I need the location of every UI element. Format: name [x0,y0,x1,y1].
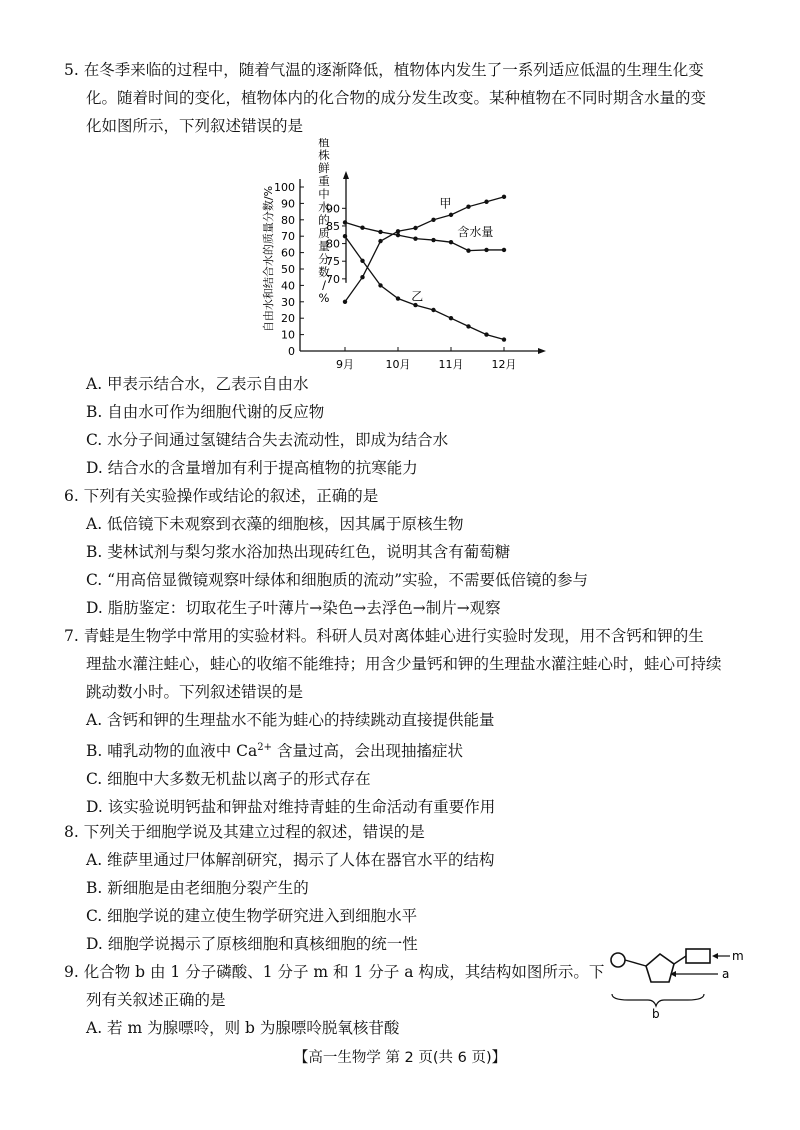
base-bond [674,956,686,964]
q8-option-b: B. 新细胞是由老细胞分裂产生的 [86,879,309,897]
q7-option-b [64,734,744,765]
q6-option-c: C. “用高倍显微镜观察叶绿体和细胞质的流动”实验，不需要低倍镜的参与 [86,571,589,589]
data-point-含水量 [449,240,453,244]
x-tick-label: 10月 [385,358,411,371]
q7-stem-line-2: 理盐水灌注蛙心，蛙心的收缩不能维持；用含少量钙和钾的生理盐水灌注蛙心时，蛙心可持续 [86,655,722,673]
left-tick-label: 40 [281,279,295,293]
x-tick-label: 11月 [438,358,464,371]
phosphate-circle [611,953,625,967]
data-point-含水量 [360,226,364,230]
data-point-含水量 [502,248,506,252]
q5-stem-line-1: 5. 在冬季来临的过程中，随着气温的逐渐降低，植物体内发生了一系列适应低温的生理生化变 [64,61,704,79]
series-label-water: 含水量 [457,224,494,239]
data-point-乙 [360,259,364,263]
data-point-乙 [502,337,506,341]
question-9 [64,958,624,1042]
inner-tick-label: 85 [326,219,340,233]
q8-stem: 8. 下列关于细胞学说及其建立过程的叙述，错误的是 [64,823,425,841]
q7-option-b-post: 含量过高，会出现抽搐症状 [272,742,463,761]
left-tick-label: 60 [281,246,295,260]
data-point-乙 [378,283,382,287]
q6-option-b: B. 斐林试剂与梨匀浆水浴加热出现砖红色，说明其含有葡萄糖 [86,543,511,561]
right-axis-label-char: 数 [318,265,330,279]
label-m: m [732,949,744,963]
question-7 [64,622,744,821]
q5-option-a: A. 甲表示结合水，乙表示自由水 [86,375,309,393]
q7-stem-line-3: 跳动数小时。下列叙述错误的是 [86,683,304,701]
q5-options [64,370,744,482]
inner-tick-label: 90 [326,202,340,216]
inner-tick-label: 80 [326,237,340,251]
data-point-乙 [343,234,347,238]
left-tick-label: 0 [288,345,295,358]
right-axis-label-char: 质 [318,226,330,240]
brace-b [612,994,704,1006]
inner-tick-label: 70 [326,272,340,286]
data-point-含水量 [343,220,347,224]
left-tick-label: 100 [274,181,295,194]
data-point-甲 [396,229,400,233]
data-point-甲 [466,204,470,208]
inner-y-axis-arrow [343,171,349,179]
series-line-乙 [345,236,504,339]
right-axis-label-char: 鲜 [318,161,330,175]
q9-stem-line-2: 列有关叙述正确的是 [86,991,226,1009]
left-tick-label: 30 [281,295,295,309]
q6-option-a: A. 低倍镜下未观察到衣藻的细胞核，因其属于原核生物 [86,515,464,533]
base-rect [686,949,710,963]
data-point-乙 [449,316,453,320]
data-point-含水量 [396,233,400,237]
data-point-乙 [431,308,435,312]
question-5 [64,56,744,140]
left-tick-label: 70 [281,230,295,244]
right-axis-label-char: 量 [318,239,330,253]
data-point-甲 [431,218,435,222]
pentose-pentagon [646,954,674,982]
right-axis-label-char: 分 [318,252,330,266]
right-axis-label-char: 植 [318,138,330,149]
series-line-甲 [345,197,504,302]
right-axis-label-char: 的 [318,213,330,227]
data-point-甲 [378,239,382,243]
data-point-甲 [502,195,506,199]
data-point-甲 [343,300,347,304]
q9-option-a: A. 若 m 为腺嘌呤，则 b 为腺嘌呤脱氧核苷酸 [86,1019,400,1037]
data-point-含水量 [431,238,435,242]
data-point-乙 [466,324,470,328]
label-b: b [652,1007,660,1021]
right-axis-label-char: 中 [318,187,330,201]
right-axis-label-char: / [322,278,326,292]
q6-stem: 6. 下列有关实验操作或结论的叙述，正确的是 [64,487,379,505]
right-axis-label-char: 重 [318,174,330,188]
x-tick-label: 9月 [336,358,354,371]
data-point-甲 [449,213,453,217]
right-axis-label-char: % [318,291,330,305]
q7-option-d: D. 该实验说明钙盐和钾盐对维持青蛙的生命活动有重要作用 [86,798,496,817]
q7-stem-line-1: 7. 青蛙是生物学中常用的实验材料。科研人员对离体蛙心进行实验时发现，用不含钙和钾的生 [64,627,704,645]
q7-option-c: C. 细胞中大多数无机盐以离子的形式存在 [86,770,371,789]
page-footer: 【高一生物学 第 2 页(共 6 页)】 [293,1050,507,1066]
q9-stem-line-1: 9. 化合物 b 由 1 分子磷酸、1 分子 m 和 1 分子 a 构成，其结构如图所示。下 [64,963,605,981]
right-axis-label-char: 株 [318,148,330,162]
data-point-乙 [484,332,488,336]
left-tick-label: 10 [281,328,295,342]
data-point-甲 [360,275,364,279]
q6-option-d: D. 脂肪鉴定：切取花生子叶薄片→染色→去浮色→制片→观察 [86,599,501,617]
q8-option-c: C. 细胞学说的建立使生物学研究进入到细胞水平 [86,907,418,925]
left-tick-label: 50 [281,263,295,276]
x-axis-arrow [538,348,546,354]
chart-svg [250,138,560,373]
data-point-甲 [413,226,417,230]
data-point-甲 [484,200,488,204]
left-tick-label: 90 [281,197,295,211]
nucleotide-structure-diagram [608,942,748,1022]
data-point-乙 [396,296,400,300]
q7-option-b-pre: B. 哺乳动物的血液中 Ca [86,742,258,761]
q8-option-d: D. 细胞学说揭示了原核细胞和真核细胞的统一性 [86,935,418,953]
q5-option-c: C. 水分子间通过氢键结合失去流动性，即成为结合水 [86,431,449,449]
x-tick-label: 12月 [491,358,517,371]
q5-stem-line-2: 化。随着时间的变化，植物体内的化合物的成分发生改变。某种植物在不同时期含水量的变 [86,89,707,107]
question-6 [64,482,744,622]
data-point-含水量 [378,230,382,234]
series-label-yi: 乙 [411,289,424,304]
data-point-含水量 [484,248,488,252]
question-8 [64,818,744,958]
data-point-含水量 [413,236,417,240]
left-tick-label: 80 [281,213,295,227]
inner-tick-label: 75 [326,255,340,269]
q5-option-d: D. 结合水的含量增加有利于提高植物的抗寒能力 [86,459,418,477]
right-axis-label-char: 水 [318,200,330,214]
q7-option-b-charge: 2+ [257,742,273,753]
q7-option-a: A. 含钙和钾的生理盐水不能为蛙心的持续跳动直接提供能量 [86,711,495,729]
q5-stem-line-3: 化如图所示，下列叙述错误的是 [86,117,304,135]
water-content-chart [250,138,560,373]
left-tick-label: 20 [281,312,295,326]
label-a: a [722,967,730,981]
q5-option-b: B. 自由水可作为细胞代谢的反应物 [86,403,325,421]
arrow-m-head [712,953,718,959]
left-axis-label: 自由水和结合水的质量分数/% [262,185,275,333]
data-point-乙 [413,303,417,307]
q8-option-a: A. 维萨里通过尸体解剖研究，揭示了人体在器官水平的结构 [86,851,495,869]
phosphate-bond [625,960,646,966]
data-point-含水量 [466,248,470,252]
series-label-jia: 甲 [439,196,452,211]
